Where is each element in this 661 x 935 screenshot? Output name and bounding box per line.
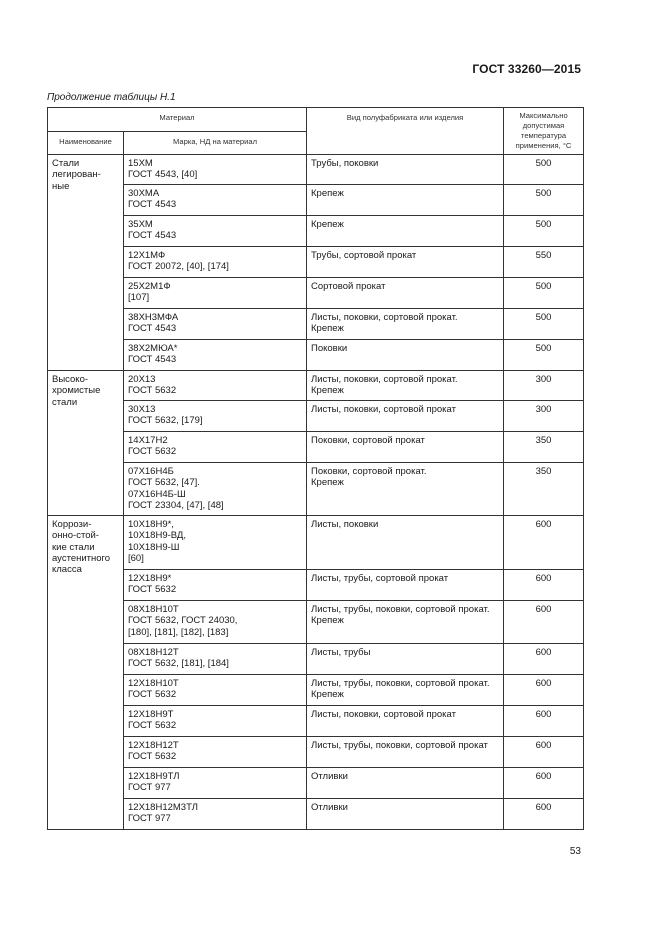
grade-line: ГОСТ 4543 xyxy=(128,323,177,335)
table-row xyxy=(48,246,584,277)
material-grade-cell xyxy=(124,370,307,400)
product-type-cell xyxy=(307,215,504,246)
table-caption: Продолжение таблицы Н.1 xyxy=(47,92,176,103)
product-line: Отливки xyxy=(311,801,348,813)
group-name-line: Стали xyxy=(52,158,80,169)
max-temperature-cell: 500 xyxy=(504,308,584,339)
grade-line: [107] xyxy=(128,292,150,304)
table-row xyxy=(48,600,584,643)
max-temperature-cell: 350 xyxy=(504,431,584,462)
grade-line: 07Х16Н4Б-Ш xyxy=(128,488,186,500)
product-type-cell xyxy=(307,431,504,462)
product-line: Сортовой прокат xyxy=(311,280,386,292)
product-line: Поковки, сортовой прокат. xyxy=(311,465,427,477)
product-type-cell xyxy=(307,674,504,705)
grade-line: ГОСТ 4543 xyxy=(128,354,177,366)
product-type-cell xyxy=(307,515,504,569)
product-line: Листы, поковки, сортовой прокат. xyxy=(311,373,458,385)
product-type-cell xyxy=(307,246,504,277)
material-grade-cell xyxy=(124,277,307,308)
material-grade-cell xyxy=(124,767,307,798)
table-row xyxy=(48,705,584,736)
grade-line: 38Х2МЮА* xyxy=(128,342,178,354)
group-name-line: Высоко- xyxy=(52,373,89,385)
product-type-cell xyxy=(307,339,504,370)
max-temperature-cell: 600 xyxy=(504,600,584,643)
grade-line: ГОСТ 4543 xyxy=(128,199,177,211)
grade-line: 35ХМ xyxy=(128,218,153,230)
grade-line: ГОСТ 977 xyxy=(128,813,171,825)
group-name-line: кие стали xyxy=(52,541,95,553)
product-type-cell xyxy=(307,736,504,767)
max-temperature-cell: 600 xyxy=(504,515,584,569)
grade-line: ГОСТ 5632 xyxy=(128,385,177,397)
material-grade-cell xyxy=(124,736,307,767)
header-max-temp xyxy=(504,108,584,155)
max-temperature-cell: 600 xyxy=(504,643,584,674)
material-grade-cell xyxy=(124,431,307,462)
grade-line: 12Х1МФ xyxy=(128,249,166,261)
max-temperature-cell: 600 xyxy=(504,674,584,705)
grade-line: 10Х18Н9-Ш xyxy=(128,541,180,553)
table-row xyxy=(48,215,584,246)
product-type-cell xyxy=(307,277,504,308)
material-grade-cell xyxy=(124,462,307,515)
grade-line: 08Х18Н12Т xyxy=(128,646,179,658)
table-row xyxy=(48,462,584,515)
product-type-cell xyxy=(307,155,504,185)
product-line: Листы, поковки, сортовой прокат xyxy=(311,403,456,415)
product-line: Листы, трубы, сортовой прокат xyxy=(311,572,449,584)
table-row xyxy=(48,767,584,798)
table-row xyxy=(48,370,584,400)
group-name-line: аустенитного xyxy=(52,553,111,565)
material-grade-cell xyxy=(124,643,307,674)
material-grade-cell xyxy=(124,339,307,370)
document-code: ГОСТ 33260—2015 xyxy=(472,62,581,76)
material-grade-cell xyxy=(124,515,307,569)
group-name-line: класса xyxy=(52,564,82,576)
table-row xyxy=(48,431,584,462)
material-grade-cell xyxy=(124,155,307,185)
grade-line: 12Х18Н10Т xyxy=(128,677,179,689)
material-group-name xyxy=(48,370,124,515)
product-line: Крепеж xyxy=(311,615,344,627)
product-line: Листы, трубы xyxy=(311,646,371,658)
grade-line: 07Х16Н4Б xyxy=(128,465,174,477)
grade-line: 08Х18Н10Т xyxy=(128,603,179,615)
grade-line: ГОСТ 5632 xyxy=(128,446,177,458)
max-temperature-cell: 300 xyxy=(504,400,584,431)
grade-line: 20Х13 xyxy=(128,373,156,385)
header-max-temp-line: Максимально xyxy=(519,111,568,120)
grade-line: 38ХН3МФА xyxy=(128,311,179,323)
product-line: Крепеж xyxy=(311,323,344,335)
table-header-row xyxy=(48,108,584,132)
product-type-cell xyxy=(307,308,504,339)
max-temperature-cell: 500 xyxy=(504,184,584,215)
grade-line: 14Х17Н2 xyxy=(128,434,168,446)
grade-line: ГОСТ 5632 xyxy=(128,751,177,763)
table-row xyxy=(48,736,584,767)
grade-line: 15ХМ xyxy=(128,158,153,169)
product-line: Трубы, поковки xyxy=(311,158,379,169)
materials-table xyxy=(47,107,584,830)
material-grade-cell xyxy=(124,600,307,643)
max-temperature-cell: 500 xyxy=(504,277,584,308)
product-line: Отливки xyxy=(311,770,348,782)
product-line: Крепеж xyxy=(311,187,344,199)
max-temperature-cell: 600 xyxy=(504,736,584,767)
max-temperature-cell: 550 xyxy=(504,246,584,277)
product-line: Листы, поковки xyxy=(311,518,379,530)
grade-line: ГОСТ 4543 xyxy=(128,230,177,242)
material-grade-cell xyxy=(124,308,307,339)
grade-line: 12Х18Н12Т xyxy=(128,739,179,751)
group-name-line: стали xyxy=(52,396,78,408)
product-type-cell xyxy=(307,600,504,643)
product-line: Крепеж xyxy=(311,477,344,489)
material-grade-cell xyxy=(124,569,307,600)
max-temperature-cell: 500 xyxy=(504,155,584,185)
group-name-line: онно-стой- xyxy=(52,530,99,542)
table-row xyxy=(48,308,584,339)
max-temperature-cell: 600 xyxy=(504,569,584,600)
product-type-cell xyxy=(307,767,504,798)
max-temperature-cell: 600 xyxy=(504,798,584,829)
product-line: Поковки xyxy=(311,342,348,354)
grade-line: ГОСТ 23304, [47], [48] xyxy=(128,500,224,512)
group-name-line: легирован- xyxy=(52,169,101,181)
grade-line: ГОСТ 4543, [40] xyxy=(128,169,198,181)
product-type-cell xyxy=(307,569,504,600)
product-type-cell xyxy=(307,798,504,829)
table-row xyxy=(48,339,584,370)
grade-line: ГОСТ 5632 xyxy=(128,584,177,596)
grade-line: 12Х18Н9Т xyxy=(128,708,174,720)
product-line: Листы, поковки, сортовой прокат xyxy=(311,708,456,720)
max-temperature-cell: 300 xyxy=(504,370,584,400)
grade-line: 30ХМА xyxy=(128,187,160,199)
material-grade-cell xyxy=(124,184,307,215)
material-grade-cell xyxy=(124,246,307,277)
table-row xyxy=(48,184,584,215)
product-line: Крепеж xyxy=(311,385,344,397)
grade-line: ГОСТ 20072, [40], [174] xyxy=(128,261,229,273)
product-type-cell xyxy=(307,370,504,400)
header-grade: Марка, НД на материал xyxy=(124,131,307,155)
table-row xyxy=(48,515,584,569)
grade-line: ГОСТ 5632, [47]. xyxy=(128,477,200,489)
header-material: Материал xyxy=(48,108,307,132)
product-line: Листы, трубы, поковки, сортовой прокат. xyxy=(311,603,490,615)
material-grade-cell xyxy=(124,798,307,829)
page-number: 53 xyxy=(569,846,581,857)
grade-line: 10Х18Н9*, xyxy=(128,518,174,530)
grade-line: 12Х18Н9* xyxy=(128,572,172,584)
product-type-cell xyxy=(307,643,504,674)
grade-line: 12Х18Н12М3ТЛ xyxy=(128,801,198,813)
table-row xyxy=(48,643,584,674)
material-grade-cell xyxy=(124,400,307,431)
max-temperature-cell: 350 xyxy=(504,462,584,515)
group-name-line: ные xyxy=(52,180,70,192)
group-name-line: Коррози- xyxy=(52,518,92,530)
grade-line: 30Х13 xyxy=(128,403,156,415)
header-max-temp-line: допустимая xyxy=(522,121,565,130)
product-line: Поковки, сортовой прокат xyxy=(311,434,425,446)
material-grade-cell xyxy=(124,215,307,246)
table-row xyxy=(48,569,584,600)
max-temperature-cell: 600 xyxy=(504,767,584,798)
header-name: Наименование xyxy=(48,131,124,155)
table-row xyxy=(48,798,584,829)
grade-line: ГОСТ 977 xyxy=(128,782,171,794)
product-line: Листы, трубы, поковки, сортовой прокат. xyxy=(311,677,490,689)
table-row xyxy=(48,155,584,185)
table-row xyxy=(48,277,584,308)
grade-line: 12Х18Н9ТЛ xyxy=(128,770,180,782)
product-type-cell xyxy=(307,184,504,215)
grade-line: ГОСТ 5632 xyxy=(128,689,177,701)
group-name-line: хромистые xyxy=(52,385,101,397)
table-row xyxy=(48,674,584,705)
product-line: Листы, поковки, сортовой прокат. xyxy=(311,311,458,323)
material-group-name xyxy=(48,515,124,829)
product-line: Трубы, сортовой прокат xyxy=(311,249,417,261)
max-temperature-cell: 600 xyxy=(504,705,584,736)
grade-line: 25Х2М1Ф xyxy=(128,280,171,292)
grade-line: 10Х18Н9-ВД, xyxy=(128,530,186,542)
product-line: Листы, трубы, поковки, сортовой прокат xyxy=(311,739,488,751)
max-temperature-cell: 500 xyxy=(504,339,584,370)
grade-line: ГОСТ 5632 xyxy=(128,720,177,732)
grade-line: [180], [181], [182], [183] xyxy=(128,626,229,638)
grade-line: ГОСТ 5632, ГОСТ 24030, xyxy=(128,615,238,627)
material-grade-cell xyxy=(124,705,307,736)
header-max-temp-line: температура xyxy=(520,131,567,140)
product-type-cell xyxy=(307,462,504,515)
max-temperature-cell: 500 xyxy=(504,215,584,246)
header-product: Вид полуфабриката или изделия xyxy=(307,108,504,155)
grade-line: ГОСТ 5632, [179] xyxy=(128,415,203,427)
material-grade-cell xyxy=(124,674,307,705)
material-group-name xyxy=(48,155,124,371)
table-body xyxy=(48,155,584,830)
grade-line: [60] xyxy=(128,553,144,565)
product-type-cell xyxy=(307,400,504,431)
product-type-cell xyxy=(307,705,504,736)
header-max-temp-line: применения, °С xyxy=(515,141,572,150)
table-row xyxy=(48,400,584,431)
product-line: Крепеж xyxy=(311,689,344,701)
product-line: Крепеж xyxy=(311,218,344,230)
grade-line: ГОСТ 5632, [181], [184] xyxy=(128,658,229,670)
